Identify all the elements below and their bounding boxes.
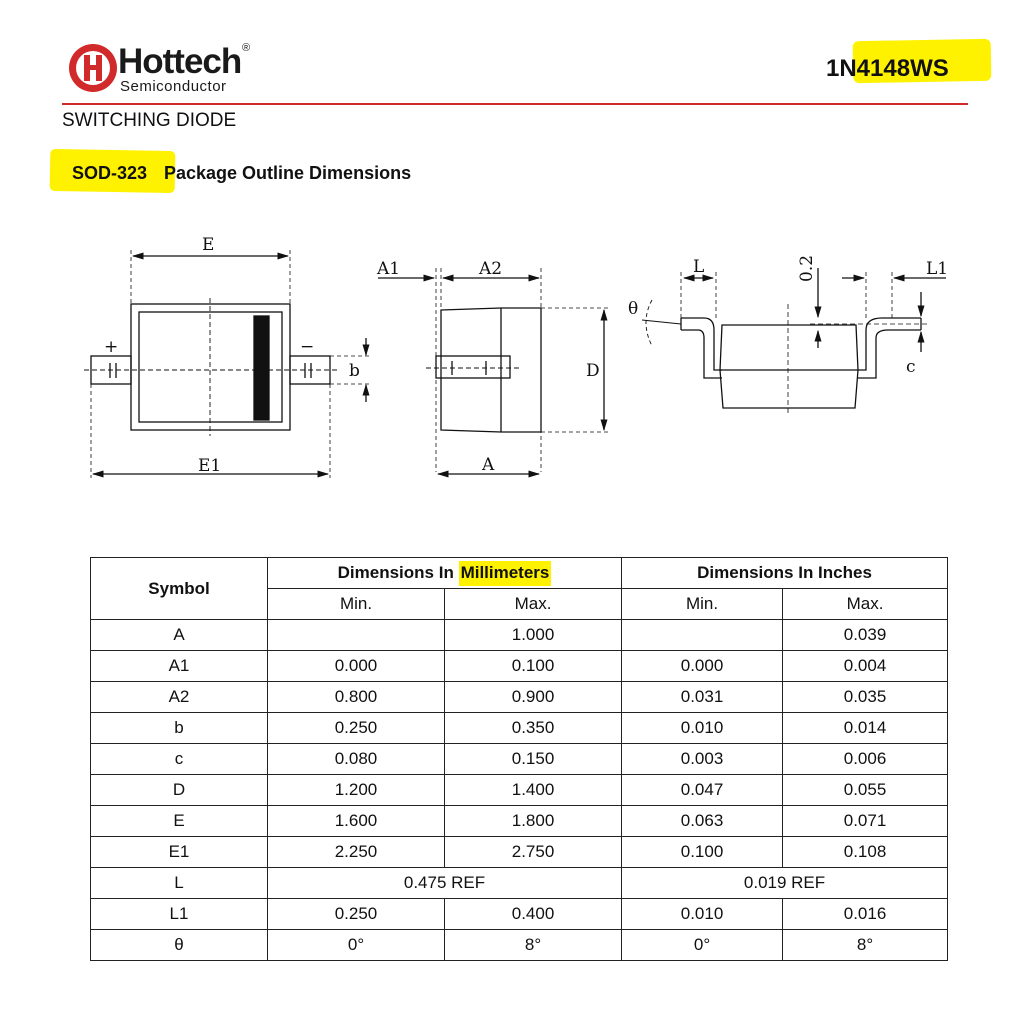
in-min-header: Min.	[622, 589, 783, 620]
in-max: 0.055	[783, 775, 948, 806]
mm-max: 1.000	[445, 620, 622, 651]
row-symbol: E1	[91, 837, 268, 868]
in-max: 8°	[783, 930, 948, 961]
brand-name: Hottech	[118, 42, 242, 81]
brand-subtitle: Semiconductor	[120, 78, 227, 95]
mm-min: 0.800	[268, 682, 445, 713]
mm-min: 0.250	[268, 713, 445, 744]
side-view	[378, 268, 610, 474]
row-symbol: E	[91, 806, 268, 837]
label-L1: L1	[926, 259, 949, 279]
table-row	[91, 713, 948, 744]
label-theta: θ	[628, 299, 639, 319]
table-row	[91, 651, 948, 682]
row-symbol: D	[91, 775, 268, 806]
product-type: SWITCHING DIODE	[62, 110, 237, 131]
label-D: D	[586, 361, 600, 381]
table-row	[91, 868, 948, 899]
in-max: 0.004	[783, 651, 948, 682]
row-symbol: A	[91, 620, 268, 651]
label-c: c	[906, 357, 916, 377]
label-b: b	[349, 361, 360, 381]
mm-max: 1.400	[445, 775, 622, 806]
label-0-2: 0.2	[797, 254, 817, 282]
row-symbol: L	[91, 868, 268, 899]
in-min: 0.003	[622, 744, 783, 775]
in-min: 0°	[622, 930, 783, 961]
mm-min: 0°	[268, 930, 445, 961]
inches-header: Dimensions In Inches	[622, 558, 948, 589]
in-max: 0.071	[783, 806, 948, 837]
row-symbol: A2	[91, 682, 268, 713]
mm-max: 0.400	[445, 899, 622, 930]
in-min: 0.047	[622, 775, 783, 806]
part-number: 1N4148WS	[826, 55, 949, 82]
mm-max: 0.100	[445, 651, 622, 682]
in-max: 0.006	[783, 744, 948, 775]
table-row	[91, 930, 948, 961]
label-A: A	[482, 455, 495, 475]
mm-min	[268, 620, 445, 651]
mm-max: 0.350	[445, 713, 622, 744]
table-row	[91, 682, 948, 713]
in-min: 0.063	[622, 806, 783, 837]
mm-min: 0.000	[268, 651, 445, 682]
row-symbol: L1	[91, 899, 268, 930]
in-max: 0.035	[783, 682, 948, 713]
top-view	[84, 250, 372, 478]
label-E: E	[202, 235, 215, 255]
in-max: 0.108	[783, 837, 948, 868]
row-symbol: b	[91, 713, 268, 744]
label-A1: A1	[377, 259, 401, 279]
table-row	[91, 620, 948, 651]
table-row	[91, 744, 948, 775]
in-min: 0.010	[622, 899, 783, 930]
in-min: 0.010	[622, 713, 783, 744]
mm-max-header: Max.	[445, 589, 622, 620]
in-min	[622, 620, 783, 651]
row-symbol: c	[91, 744, 268, 775]
hottech-logo-icon	[68, 43, 118, 93]
table-row	[91, 775, 948, 806]
row-symbol: A1	[91, 651, 268, 682]
in-min: 0.100	[622, 837, 783, 868]
millimeters-highlight: Millimeters	[459, 561, 552, 586]
millimeters-header: Dimensions In Millimeters	[268, 558, 622, 589]
dimensions-table	[90, 557, 948, 961]
section-title: Package Outline Dimensions	[164, 163, 412, 183]
in-min: 0.000	[622, 651, 783, 682]
mm-max: 1.800	[445, 806, 622, 837]
mm-min: 1.200	[268, 775, 445, 806]
header-divider	[62, 103, 968, 105]
label-anode-plus: +	[104, 337, 119, 357]
table-row	[91, 837, 948, 868]
mm-min: 0.250	[268, 899, 445, 930]
mm-max: 0.900	[445, 682, 622, 713]
end-view	[642, 268, 946, 416]
in-ref: 0.019 REF	[622, 868, 948, 899]
package-name: SOD-323	[72, 163, 148, 183]
mm-max: 8°	[445, 930, 622, 961]
in-max: 0.039	[783, 620, 948, 651]
mm-min-header: Min.	[268, 589, 445, 620]
label-cathode-minus: −	[300, 337, 315, 357]
in-max-header: Max.	[783, 589, 948, 620]
mm-min: 0.080	[268, 744, 445, 775]
label-L: L	[693, 257, 705, 277]
mm-ref: 0.475 REF	[268, 868, 622, 899]
mm-max: 2.750	[445, 837, 622, 868]
label-A2: A2	[479, 259, 503, 279]
symbol-header: Symbol	[91, 558, 268, 620]
registered-mark: ®	[242, 42, 251, 54]
in-max: 0.014	[783, 713, 948, 744]
row-symbol: θ	[91, 930, 268, 961]
label-E1: E1	[198, 456, 222, 476]
table-row	[91, 899, 948, 930]
mm-min: 1.600	[268, 806, 445, 837]
mm-max: 0.150	[445, 744, 622, 775]
package-outline-drawing	[0, 220, 1024, 490]
in-min: 0.031	[622, 682, 783, 713]
table-row	[91, 806, 948, 837]
mm-min: 2.250	[268, 837, 445, 868]
in-max: 0.016	[783, 899, 948, 930]
